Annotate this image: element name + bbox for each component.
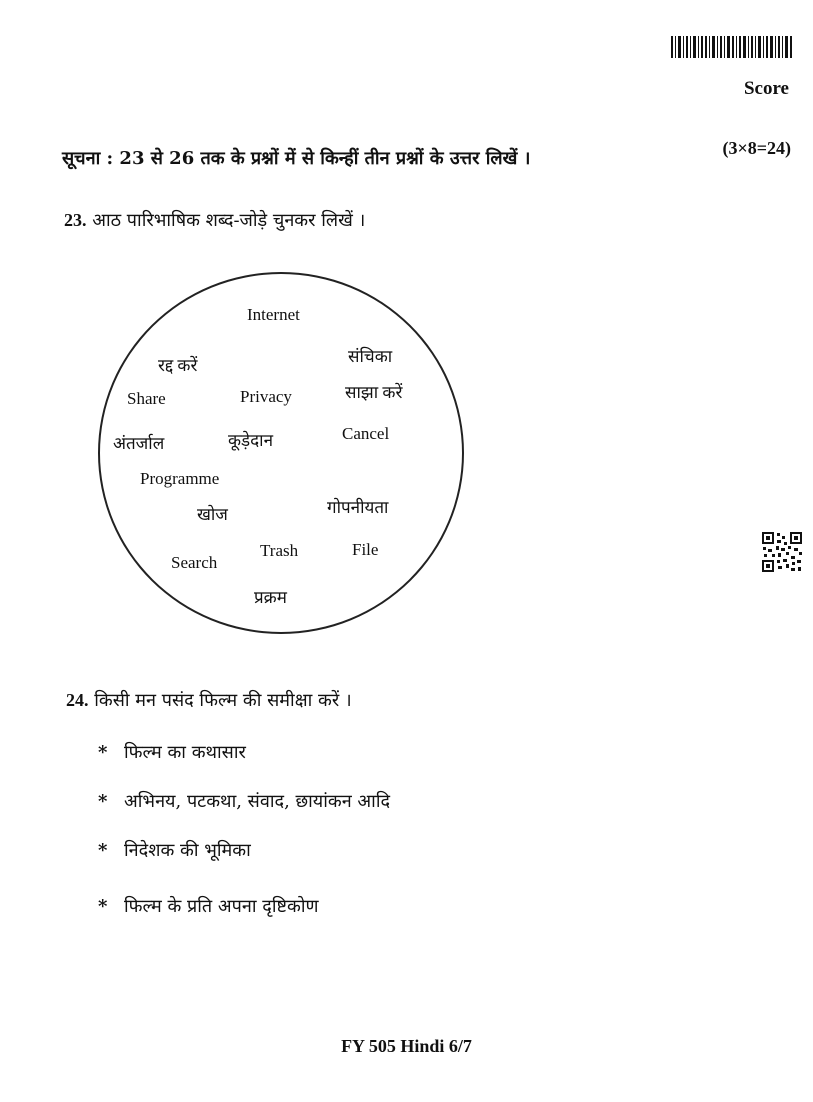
circle-word: गोपनीयता [327, 498, 389, 517]
qr-code-icon [762, 532, 802, 572]
circle-word: खोज [197, 505, 228, 524]
question-23 [64, 208, 365, 232]
circle-word: रद्द करें [158, 356, 198, 375]
circle-word: प्रक्रम [254, 588, 287, 607]
bullet-text: निदेशक की भूमिका [124, 840, 251, 861]
bullet-text: फिल्म के प्रति अपना दृष्टिकोण [124, 896, 319, 917]
barcode-icon [671, 36, 793, 58]
circle-word: Privacy [240, 387, 292, 406]
page-footer: FY 505 Hindi 6/7 [341, 1036, 472, 1056]
bullet-item [98, 838, 251, 862]
bullet-marker: * [98, 791, 108, 812]
circle-word: Programme [140, 469, 220, 488]
bullet-item [98, 789, 390, 813]
question-text: किसी मन पसंद फिल्म की समीक्षा करें । [94, 690, 352, 711]
question-24 [66, 688, 352, 712]
score-label: Score [743, 78, 789, 99]
bullet-item [98, 740, 246, 764]
circle-word: Search [171, 553, 218, 572]
circle-word: File [352, 540, 379, 559]
bullet-marker: * [98, 840, 108, 861]
circle-word: Internet [247, 305, 300, 324]
question-text: आठ पारिभाषिक शब्द-जोड़े चुनकर लिखें । [92, 210, 366, 231]
circle-word: संचिका [348, 347, 393, 366]
question-number: 24. [66, 690, 89, 710]
bullet-marker: * [98, 896, 108, 917]
bullet-text: अभिनय, पटकथा, संवाद, छायांकन आदि [124, 791, 391, 812]
marks-allocation: (3×8=24) [722, 138, 791, 158]
instruction-notice: सूचना : 23 से 26 तक के प्रश्नों में से किन्हीं तीन प्रश्नों के उत्तर लिखें । [62, 148, 531, 169]
question-number: 23. [64, 210, 87, 230]
circle-word: Cancel [342, 424, 390, 443]
bullet-text: फिल्म का कथासार [124, 742, 246, 763]
circle-word: साझा करें [345, 383, 403, 402]
circle-word: कूड़ेदान [228, 431, 274, 450]
bullet-marker: * [98, 742, 108, 763]
bullet-item [98, 894, 319, 918]
circle-word: Share [127, 389, 166, 408]
circle-word: अंतर्जाल [113, 434, 165, 453]
circle-word: Trash [260, 541, 299, 560]
